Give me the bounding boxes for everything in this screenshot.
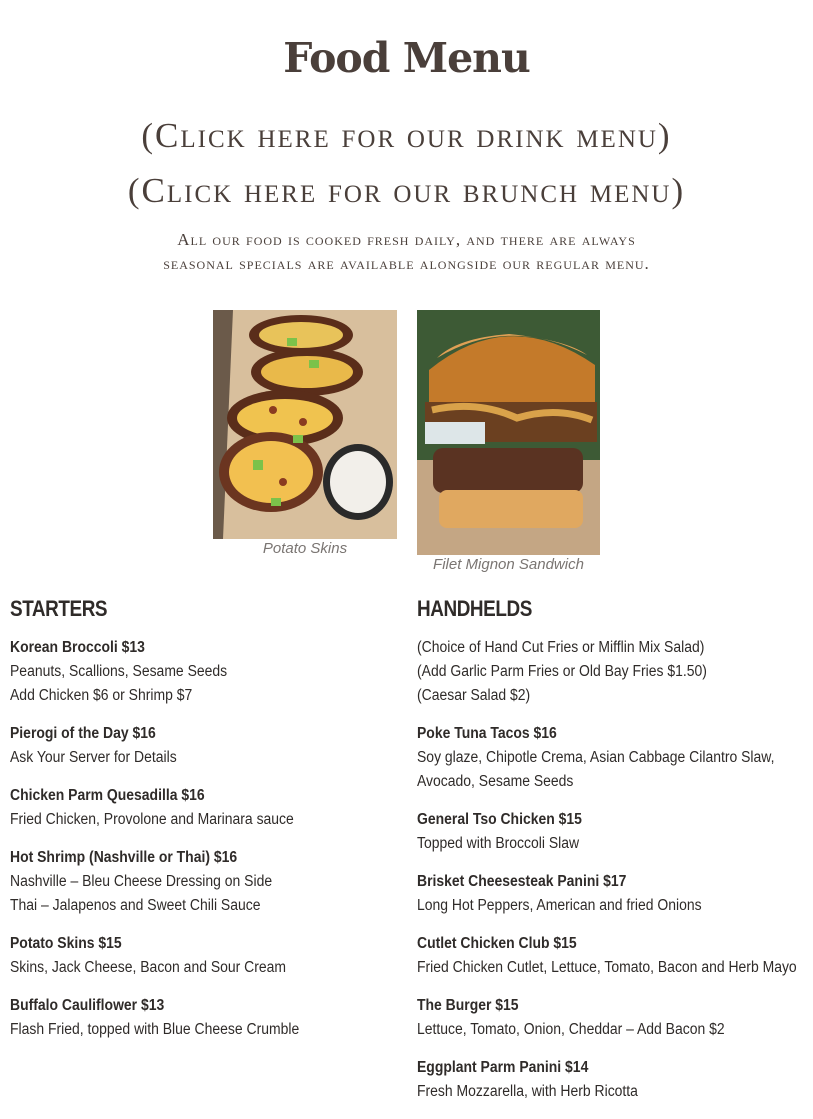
item-name: General Tso Chicken $15 xyxy=(417,811,582,828)
item-description: Skins, Jack Cheese, Bacon and Sour Cream xyxy=(10,959,287,976)
side-options xyxy=(417,636,807,708)
option-note: (Add Garlic Parm Fries or Old Bay Fries $1.50) xyxy=(417,663,707,680)
item-name: Korean Broccoli $13 xyxy=(10,639,145,656)
item-description: Soy glaze, Chipotle Crema, Asian Cabbage Cilantro Slaw, xyxy=(417,749,775,766)
page-title: Food Menu xyxy=(283,34,530,82)
menu-item xyxy=(417,932,807,980)
menu-item xyxy=(417,722,807,794)
menu-item xyxy=(10,846,400,918)
item-description: Fried Chicken, Provolone and Marinara sauce xyxy=(10,811,294,828)
menu-item xyxy=(10,636,400,708)
item-name: Potato Skins $15 xyxy=(10,935,122,952)
menu-item xyxy=(417,870,807,918)
item-description: Add Chicken $6 or Shrimp $7 xyxy=(10,687,193,704)
item-description: Long Hot Peppers, American and fried Onions xyxy=(417,897,702,914)
menu-item xyxy=(417,808,807,856)
item-description: Lettuce, Tomato, Onion, Cheddar – Add Bacon $2 xyxy=(417,1021,725,1038)
menu-item xyxy=(10,994,400,1042)
item-name: Buffalo Cauliflower $13 xyxy=(10,997,165,1014)
item-description: Flash Fried, topped with Blue Cheese Crumble xyxy=(10,1021,300,1038)
potato-skins-photo xyxy=(213,310,397,539)
item-name: The Burger $15 xyxy=(417,997,519,1014)
handhelds-section xyxy=(417,592,807,1118)
intro-text xyxy=(100,228,713,276)
filet-mignon-photo xyxy=(417,310,600,555)
item-description: Avocado, Sesame Seeds xyxy=(417,773,574,790)
option-note: (Choice of Hand Cut Fries or Mifflin Mix Salad) xyxy=(417,639,705,656)
photo-caption: Potato Skins xyxy=(262,540,348,557)
item-name: Cutlet Chicken Club $15 xyxy=(417,935,577,952)
item-description: Nashville – Bleu Cheese Dressing on Side xyxy=(10,873,273,890)
brunch-menu-link[interactable]: (Click here for our brunch menu) xyxy=(127,171,686,210)
option-note: (Caesar Salad $2) xyxy=(417,687,531,704)
item-description: Ask Your Server for Details xyxy=(10,749,177,766)
intro-line: All our food is cooked fresh daily, and there are always xyxy=(177,230,636,249)
intro-line: seasonal specials are available alongside our regular menu. xyxy=(163,254,650,273)
menu-item xyxy=(10,784,400,832)
menu-item xyxy=(10,722,400,770)
section-heading: STARTERS xyxy=(10,596,108,621)
item-name: Poke Tuna Tacos $16 xyxy=(417,725,557,742)
item-name: Chicken Parm Quesadilla $16 xyxy=(10,787,205,804)
menu-item xyxy=(417,1056,807,1104)
item-description: Fried Chicken Cutlet, Lettuce, Tomato, Bacon and Herb Mayo xyxy=(417,959,797,976)
item-name: Hot Shrimp (Nashville or Thai) $16 xyxy=(10,849,238,866)
item-description: Topped with Broccoli Slaw xyxy=(417,835,580,852)
item-name: Brisket Cheesesteak Panini $17 xyxy=(417,873,627,890)
photo-caption: Filet Mignon Sandwich xyxy=(433,556,584,573)
item-description: Peanuts, Scallions, Sesame Seeds xyxy=(10,663,228,680)
item-description: Fresh Mozzarella, with Herb Ricotta xyxy=(417,1083,638,1100)
menu-item xyxy=(10,932,400,980)
item-description: Thai – Jalapenos and Sweet Chili Sauce xyxy=(10,897,261,914)
section-heading: HANDHELDS xyxy=(417,596,532,621)
item-name: Pierogi of the Day $16 xyxy=(10,725,156,742)
menu-item xyxy=(417,994,807,1042)
item-name: Eggplant Parm Panini $14 xyxy=(417,1059,589,1076)
drink-menu-link[interactable]: (Click here for our drink menu) xyxy=(141,116,672,155)
starters-section xyxy=(10,592,400,1056)
